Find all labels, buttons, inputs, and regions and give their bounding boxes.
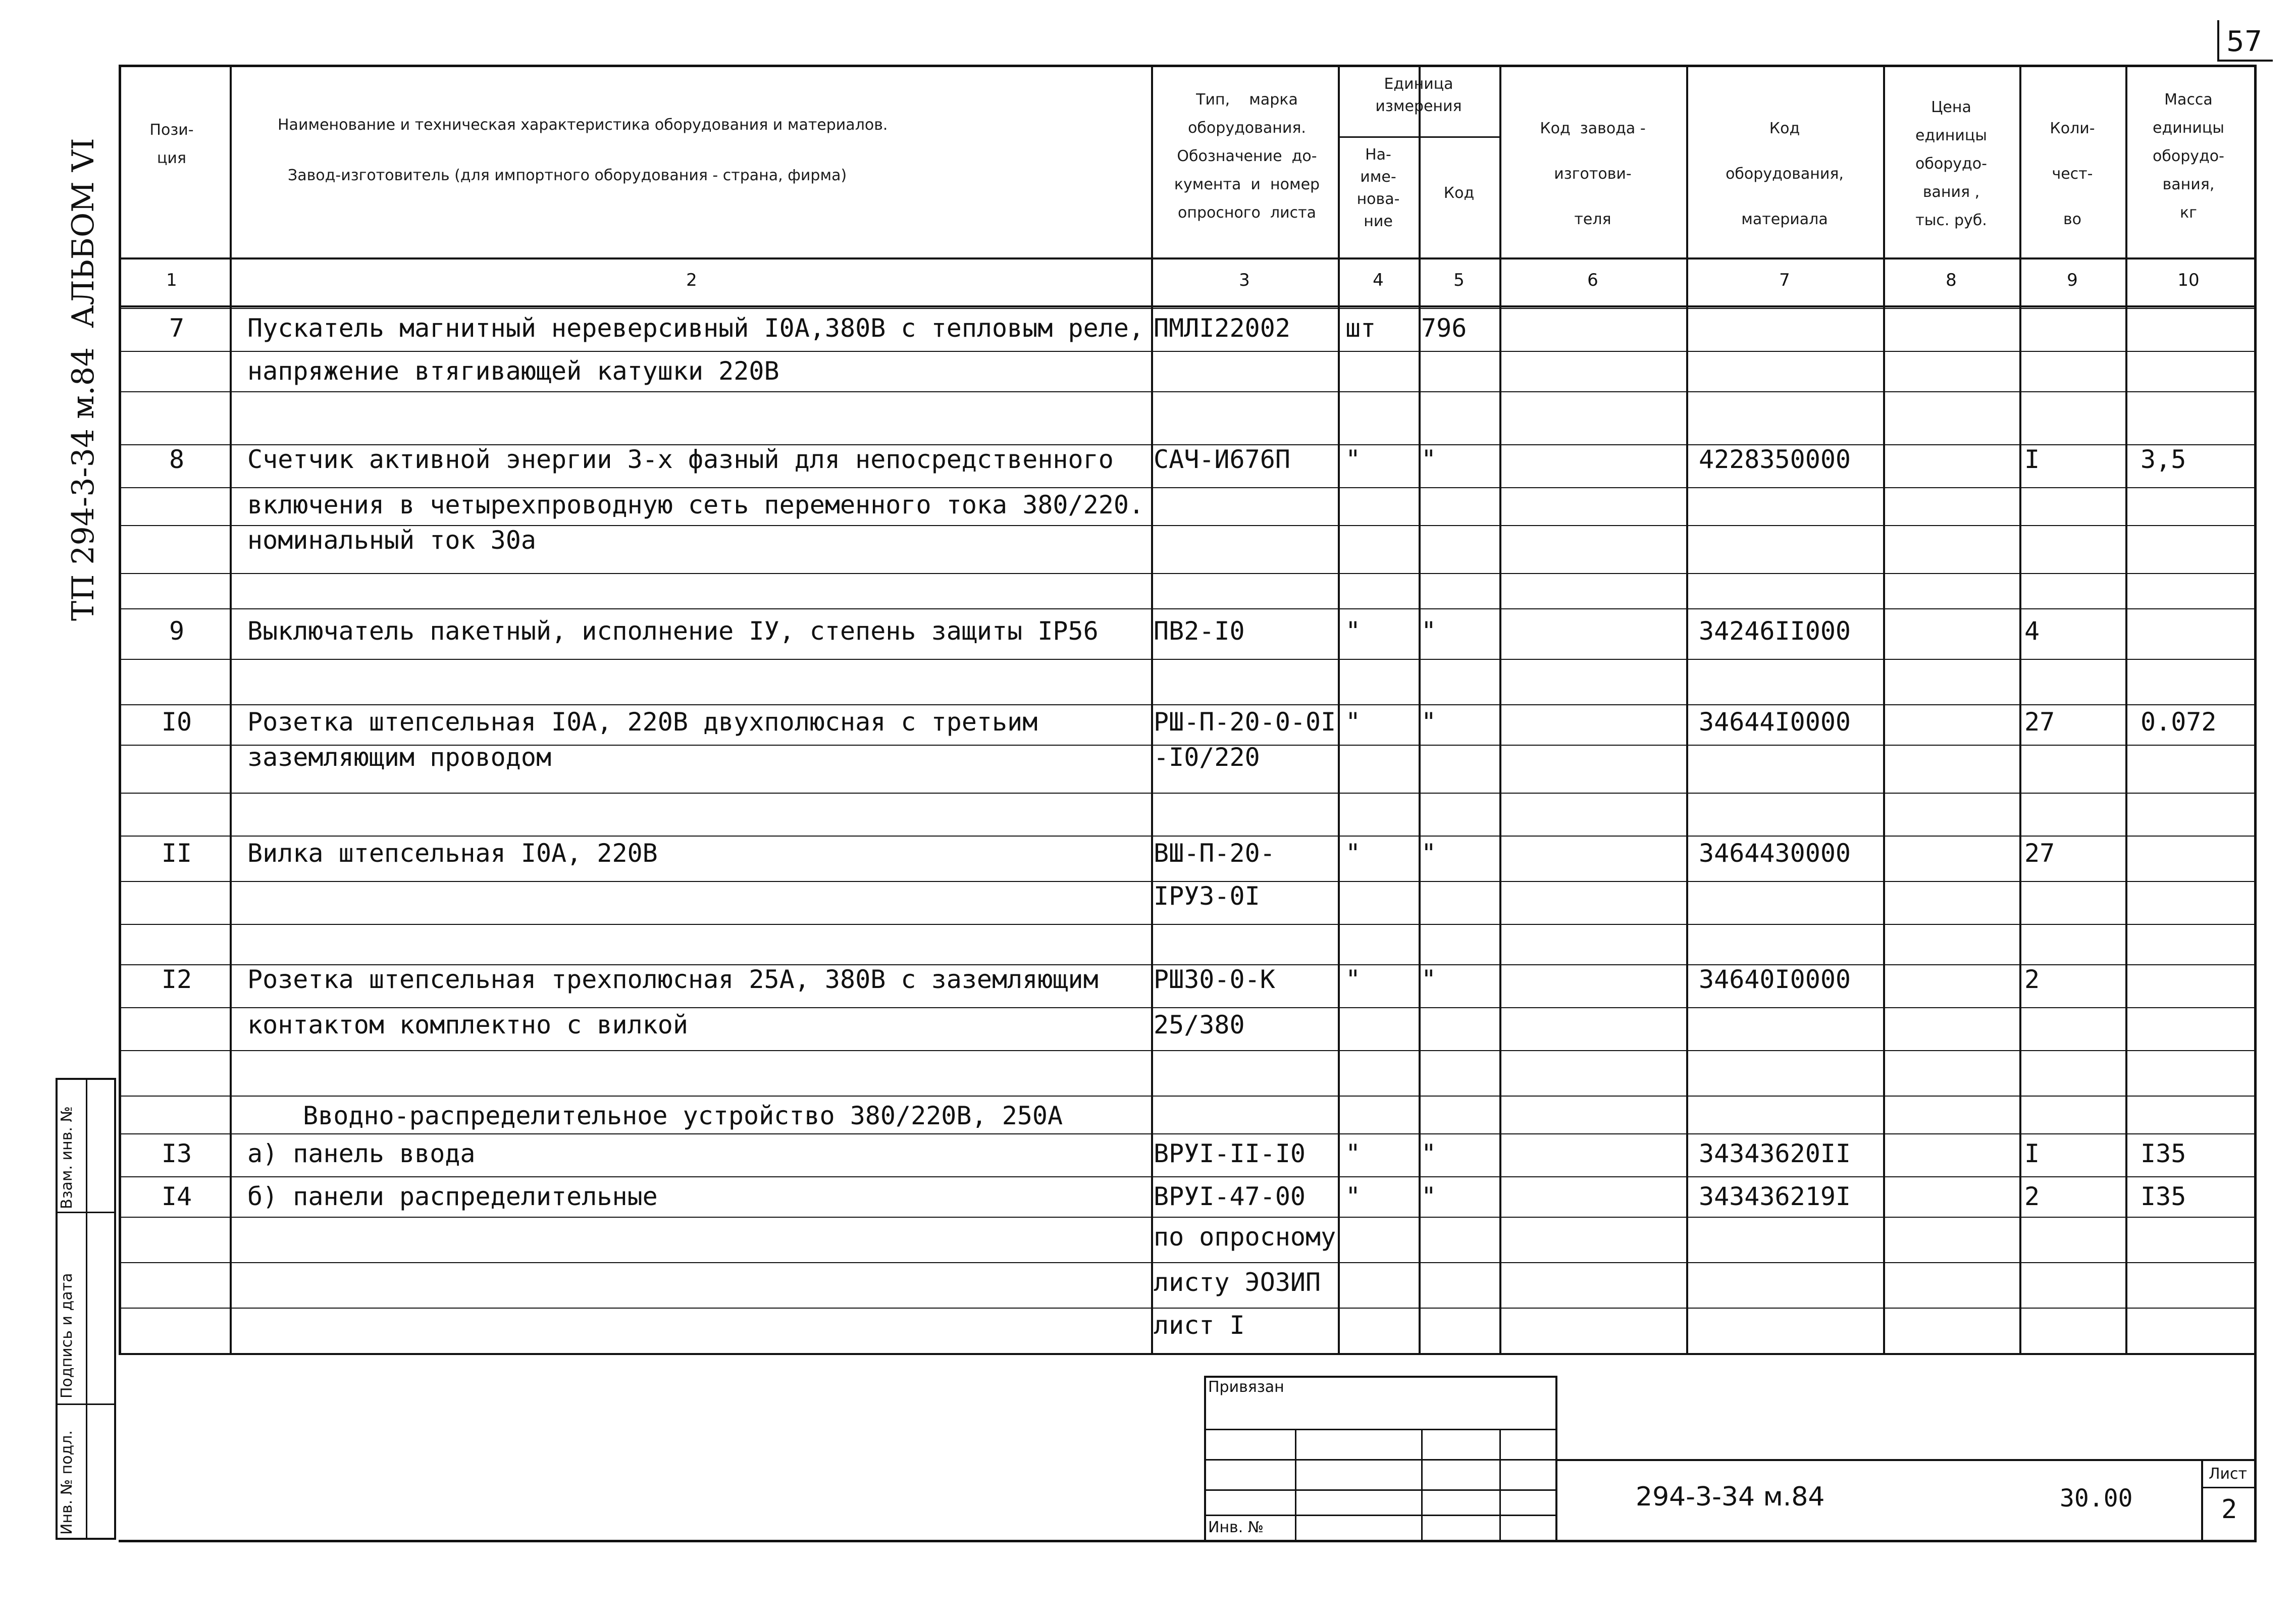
cell-type: ПВ2-I0	[1154, 616, 1245, 646]
cell-type: листу ЭОЗИП	[1154, 1268, 1321, 1297]
cell-code: "	[1421, 1139, 1437, 1168]
col-number: 5	[1453, 270, 1465, 290]
cell-name: Розетка штепсельная I0А, 220В двухполюсная с третьим	[247, 707, 1038, 737]
grid-line	[119, 573, 2254, 574]
header-equipment-code: Код оборудования, материала	[1726, 120, 1844, 228]
grid-line	[2125, 65, 2127, 1353]
grid-line	[119, 305, 2254, 307]
header-factory-code: Код завода - изготови- теля	[1540, 120, 1646, 228]
cell-type: лист I	[1154, 1311, 1245, 1340]
col-number: 3	[1239, 270, 1250, 290]
cell-name: Счетчик активной энергии 3-х фазный для непосредственного	[247, 445, 1114, 474]
grid-line	[2254, 1353, 2257, 1542]
stamp-inv-zam: Взам. инв. №	[58, 1106, 76, 1209]
grid-line	[119, 924, 2254, 925]
cell-qty: 2	[2024, 1182, 2040, 1211]
page-number-mark	[2217, 20, 2219, 61]
cell-equip: 34246II000	[1699, 616, 1851, 646]
cell-unit: "	[1345, 1139, 1361, 1168]
header-unit-group: Единица измерения	[1375, 75, 1462, 115]
document-code: 294-3-34 м.84	[1636, 1482, 1825, 1512]
cell-name: а) панель ввода	[247, 1139, 476, 1168]
header-quantity: Коли- чест- во	[2050, 120, 2095, 228]
grid-line	[230, 65, 232, 1353]
title-block-line	[1557, 1459, 2254, 1461]
cell-unit: "	[1345, 616, 1361, 646]
cell-unit: "	[1345, 839, 1361, 868]
cell-name: напряжение втягивающей катушки 220В	[247, 356, 779, 386]
cell-type: -I0/220	[1154, 743, 1260, 772]
binding-box-line	[1204, 1515, 1557, 1516]
cell-unit: "	[1345, 1182, 1361, 1211]
cell-pos: 7	[169, 314, 185, 343]
cell-pos: I2	[161, 965, 192, 994]
project-title: ТП 294-3-34 м.84	[66, 347, 101, 621]
cell-name: контактом комплектно с вилкой	[247, 1010, 688, 1039]
header-manufacturer: Завод-изготовитель (для импортного оборудования - страна, фирма)	[288, 167, 847, 184]
cell-type: ВШ-П-20-	[1154, 839, 1275, 868]
grid-line	[119, 391, 2254, 392]
grid-line	[1419, 65, 1421, 1353]
album-title: АЛЬБОМ VI	[66, 138, 101, 328]
cell-type: РШ30-0-К	[1154, 965, 1275, 994]
grid-line	[119, 351, 2254, 352]
title-block-line	[2201, 1487, 2254, 1488]
binding-box-line	[1295, 1429, 1296, 1542]
binding-box-line	[1421, 1429, 1423, 1542]
cell-pos: 9	[169, 616, 185, 646]
header-price: Цена единицы оборудо- вания , тыс. руб.	[1915, 98, 1987, 229]
col-number: 10	[2177, 270, 2200, 290]
cell-unit: "	[1345, 707, 1361, 737]
cell-name: номинальный ток 30а	[247, 526, 536, 555]
cell-qty: 27	[2024, 707, 2055, 737]
sheet-code: 30.00	[2060, 1484, 2133, 1513]
grid-line	[1883, 65, 1885, 1353]
grid-line	[119, 1007, 2254, 1008]
cell-type: ВРУI-II-I0	[1154, 1139, 1306, 1168]
grid-line	[119, 1217, 2254, 1218]
grid-line	[2019, 65, 2021, 1353]
grid-line	[119, 608, 2254, 609]
grid-line	[2254, 65, 2257, 1353]
grid-line	[119, 836, 2254, 837]
cell-name: Пускатель магнитный нереверсивный I0А,380В с тепловым реле,	[247, 314, 1144, 343]
cell-code: 796	[1421, 314, 1467, 343]
cell-equip: 34343620II	[1699, 1139, 1851, 1168]
side-stamp-divider	[86, 1078, 87, 1540]
grid-line	[1151, 65, 1153, 1353]
grid-line	[119, 1133, 2254, 1134]
cell-pos: I3	[161, 1139, 192, 1168]
cell-type: IРУЗ-0I	[1154, 881, 1260, 911]
sheet-label: Лист	[2209, 1465, 2248, 1483]
cell-qty: I	[2024, 1139, 2040, 1168]
header-type: Тип, марка оборудования. Обозначение до- кумента и номер опросного листа	[1174, 91, 1320, 222]
sheet-number: 2	[2221, 1494, 2237, 1525]
cell-qty: I	[2024, 445, 2040, 474]
cell-qty: 27	[2024, 839, 2055, 868]
inv-label: Инв. №	[1208, 1519, 1264, 1536]
cell-type: ПМЛI22002	[1154, 314, 1290, 343]
cell-equip: 3464430000	[1699, 839, 1851, 868]
col-number: 2	[686, 270, 697, 290]
title-block-line	[2201, 1459, 2203, 1542]
side-stamp-divider	[56, 1403, 116, 1405]
cell-type: РШ-П-20-0-0I	[1154, 707, 1336, 737]
grid-line	[119, 1308, 2254, 1309]
cell-code: "	[1421, 445, 1437, 474]
grid-line	[119, 793, 2254, 794]
grid-line	[119, 1262, 2254, 1263]
cell-pos: I4	[161, 1182, 192, 1211]
grid-line	[119, 65, 121, 1353]
binding-box-line	[1204, 1429, 1557, 1430]
header-unit-code: Код	[1443, 184, 1475, 202]
grid-line	[119, 65, 2254, 67]
cell-unit: "	[1345, 965, 1361, 994]
cell-equip: 343436219I	[1699, 1182, 1851, 1211]
header-mass: Масса единицы оборудо- вания, кг	[2153, 91, 2224, 222]
grid-line	[1499, 65, 1501, 1353]
cell-mass: I35	[2141, 1182, 2186, 1211]
cell-pos: 8	[169, 445, 185, 474]
cell-unit: "	[1345, 445, 1361, 474]
cell-code: "	[1421, 707, 1437, 737]
col-number: 9	[2067, 270, 2078, 290]
cell-type: по опросному	[1154, 1222, 1336, 1252]
cell-type: ВРУI-47-00	[1154, 1182, 1306, 1211]
cell-name: Вводно-распределительное устройство 380/220В, 250А	[303, 1101, 1063, 1130]
cell-qty: 2	[2024, 965, 2040, 994]
grid-line	[119, 257, 2254, 259]
cell-code: "	[1421, 839, 1437, 868]
page-number-mark	[2217, 60, 2273, 62]
cell-mass: I35	[2141, 1139, 2186, 1168]
side-stamp-divider	[56, 1212, 116, 1213]
cell-qty: 4	[2024, 616, 2040, 646]
cell-unit: шт	[1345, 314, 1376, 343]
cell-mass: 3,5	[2141, 445, 2186, 474]
header-position: Пози- ция	[149, 121, 194, 167]
col-number: 4	[1373, 270, 1384, 290]
cell-name: Выключатель пакетный, исполнение IУ, степень защиты IP56	[247, 616, 1099, 646]
grid-line	[1686, 65, 1688, 1353]
cell-code: "	[1421, 965, 1437, 994]
cell-type: САЧ-И676П	[1154, 445, 1290, 474]
cell-equip: 34644I0000	[1699, 707, 1851, 737]
stamp-signature: Подпись и дата	[58, 1273, 76, 1398]
cell-equip: 34640I0000	[1699, 965, 1851, 994]
page-number: 57	[2226, 25, 2263, 58]
grid-line	[1338, 136, 1499, 138]
col-number: 8	[1946, 270, 1957, 290]
binding-box-line	[1204, 1459, 1557, 1461]
grid-line	[119, 1096, 2254, 1097]
col-number: 1	[166, 270, 177, 290]
binding-box-line	[1204, 1489, 1557, 1491]
grid-line	[119, 1176, 2254, 1177]
header-unit-name: На- име- нова- ние	[1356, 146, 1400, 230]
cell-code: "	[1421, 1182, 1437, 1211]
grid-line	[119, 1353, 2254, 1355]
binding-box-line	[1499, 1429, 1501, 1542]
cell-code: "	[1421, 616, 1437, 646]
grid-line	[119, 487, 2254, 488]
cell-equip: 4228350000	[1699, 445, 1851, 474]
cell-pos: II	[161, 839, 192, 868]
cell-type: 25/380	[1154, 1010, 1245, 1039]
grid-line	[119, 704, 2254, 705]
grid-line	[119, 308, 2254, 309]
col-number: 6	[1587, 270, 1598, 290]
cell-mass: 0.072	[2141, 707, 2217, 737]
col-number: 7	[1779, 270, 1790, 290]
cell-pos: I0	[161, 707, 192, 737]
grid-line	[119, 1540, 2254, 1542]
cell-name: включения в четырехпроводную сеть переменного тока 380/220.	[247, 490, 1144, 519]
grid-line	[119, 1050, 2254, 1051]
grid-line	[119, 659, 2254, 660]
grid-line	[1338, 65, 1340, 1353]
binding-label: Привязан	[1208, 1378, 1284, 1396]
cell-name: Розетка штепсельная трехполюсная 25А, 380В с заземляющим	[247, 965, 1099, 994]
stamp-inv-podl: Инв. № подл.	[58, 1430, 76, 1535]
header-name-characteristic: Наименование и техническая характеристика оборудования и материалов.	[278, 116, 888, 134]
cell-name: б) панели распределительные	[247, 1182, 658, 1211]
cell-name: заземляющим проводом	[247, 743, 552, 772]
cell-name: Вилка штепсельная I0А, 220В	[247, 839, 658, 868]
